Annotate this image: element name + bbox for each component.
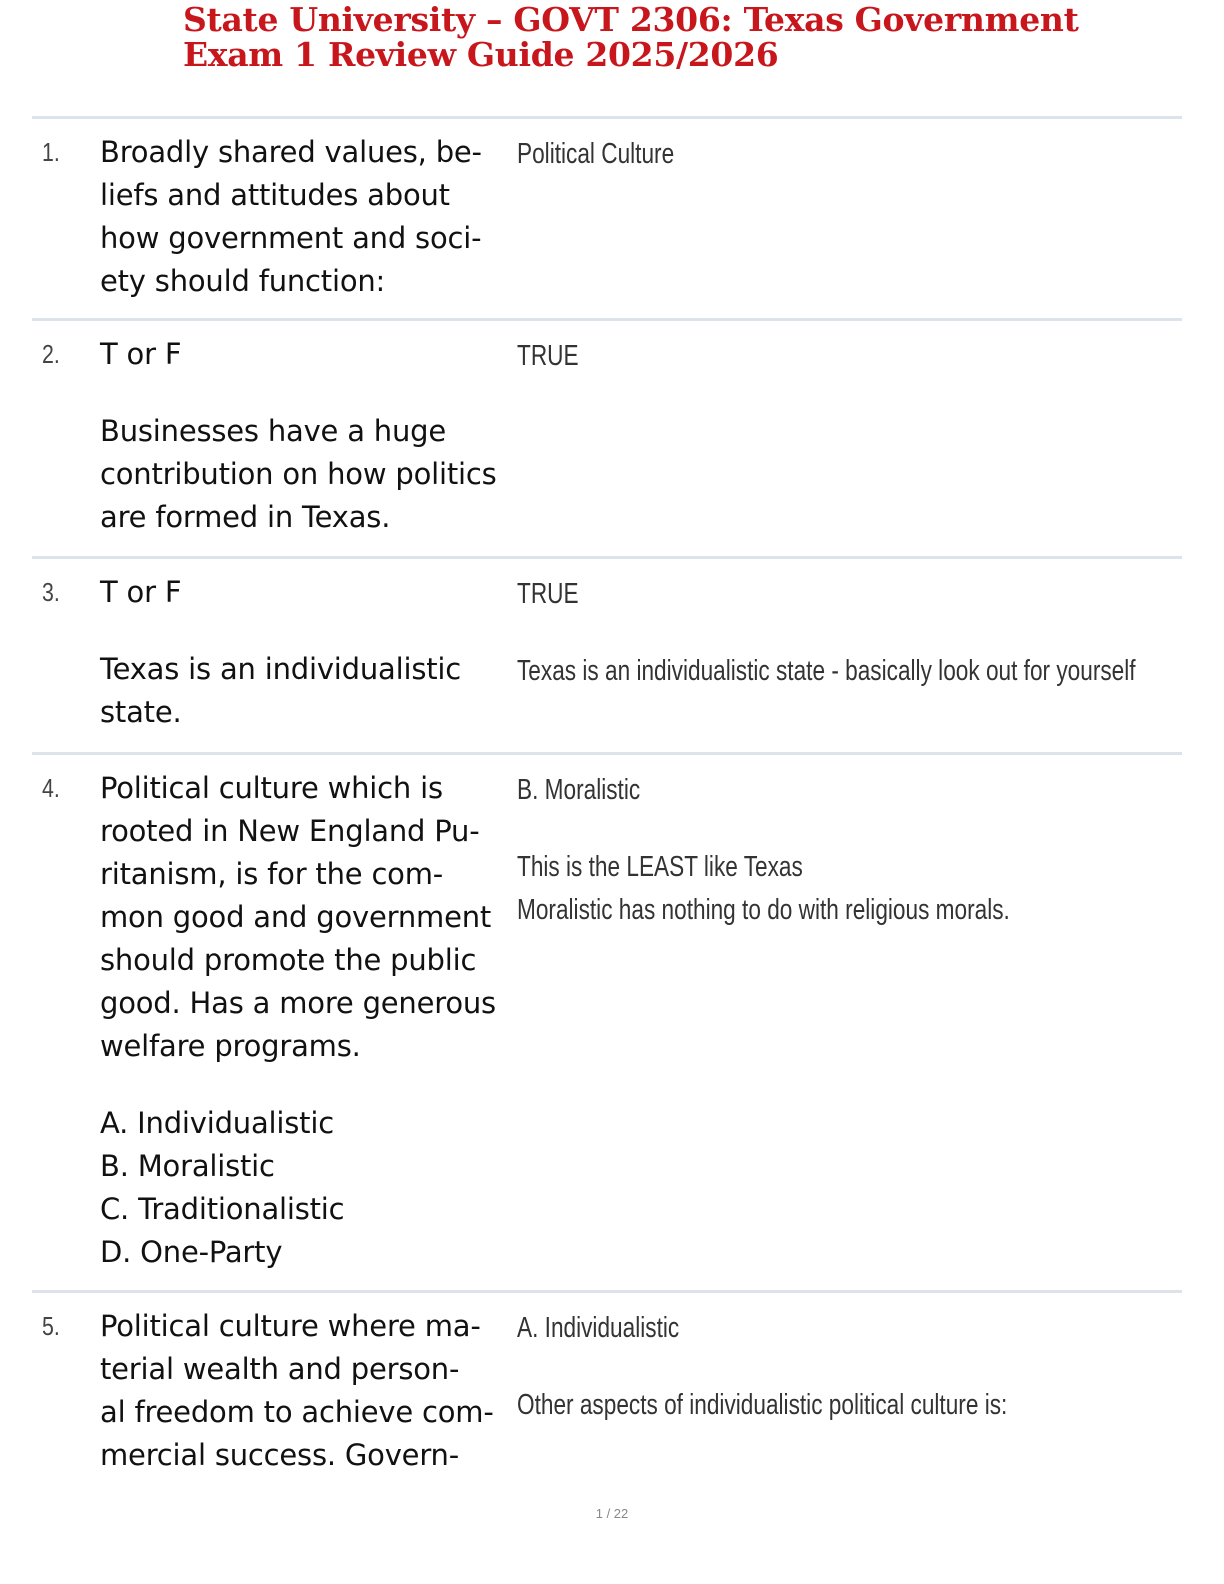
flashcard-2: [32, 318, 1182, 559]
card-question: [100, 131, 520, 303]
card-answer: [517, 1307, 1110, 1427]
card-number: 5.: [42, 1311, 60, 1341]
card-answer: [517, 769, 1110, 932]
answer-text: B. Moralistic: [517, 774, 641, 806]
card-question: [100, 571, 520, 734]
card-question: [100, 333, 520, 539]
card-question: [100, 767, 520, 1274]
page-indicator: 1 / 22: [595, 1506, 629, 1521]
card-number: 2.: [42, 339, 60, 369]
flashcard-4: [32, 752, 1182, 1293]
answer-text: Political Culture: [517, 138, 675, 170]
question-text: Political culture which is rooted in New England Pu- ritanism, is for the com- mon good and government should promote the public good. Has a more generous welfare programs.: [100, 771, 496, 1063]
answer-text: TRUE: [517, 340, 579, 372]
answer-explanation: Other aspects of individualistic political culture is:: [517, 1389, 1008, 1421]
answer-options: A. Individualistic B. Moralistic C. Traditionalistic D. One-Party: [100, 1106, 345, 1269]
card-answer: [517, 335, 1110, 378]
document-subtitle: Exam 1 Review Guide 2025/2026: [183, 35, 779, 74]
answer-text: TRUE: [517, 578, 579, 610]
question-text: Texas is an individualistic state.: [100, 652, 462, 729]
flashcard-3: [32, 556, 1182, 755]
card-number: 1.: [42, 137, 60, 167]
card-number: 4.: [42, 773, 60, 803]
card-answer: [517, 133, 1110, 176]
question-text: T or F: [100, 337, 182, 371]
answer-text: Texas is an individualistic state - basically look out for yourself: [517, 655, 1136, 687]
card-number: 3.: [42, 577, 60, 607]
document-title: State University – GOVT 2306: Texas Government: [183, 0, 1079, 39]
question-text: Political culture where ma- terial wealth and person- al freedom to achieve com- mercial success. Govern-: [100, 1309, 494, 1472]
question-text: Broadly shared values, be- liefs and attitudes about how government and soci- ety should function:: [100, 135, 482, 298]
card-question: [100, 1305, 520, 1477]
flashcard-5: [32, 1290, 1182, 1483]
document-header: [183, 2, 1203, 72]
answer-explanation: This is the LEAST like Texas Moralistic has nothing to do with religious morals.: [517, 851, 1010, 926]
flashcard-1: [32, 116, 1182, 321]
question-text: T or F: [100, 575, 182, 609]
card-answer: [517, 573, 1136, 693]
question-text: Businesses have a huge contribution on how politics are formed in Texas.: [100, 414, 497, 534]
answer-text: A. Individualistic: [517, 1312, 680, 1344]
